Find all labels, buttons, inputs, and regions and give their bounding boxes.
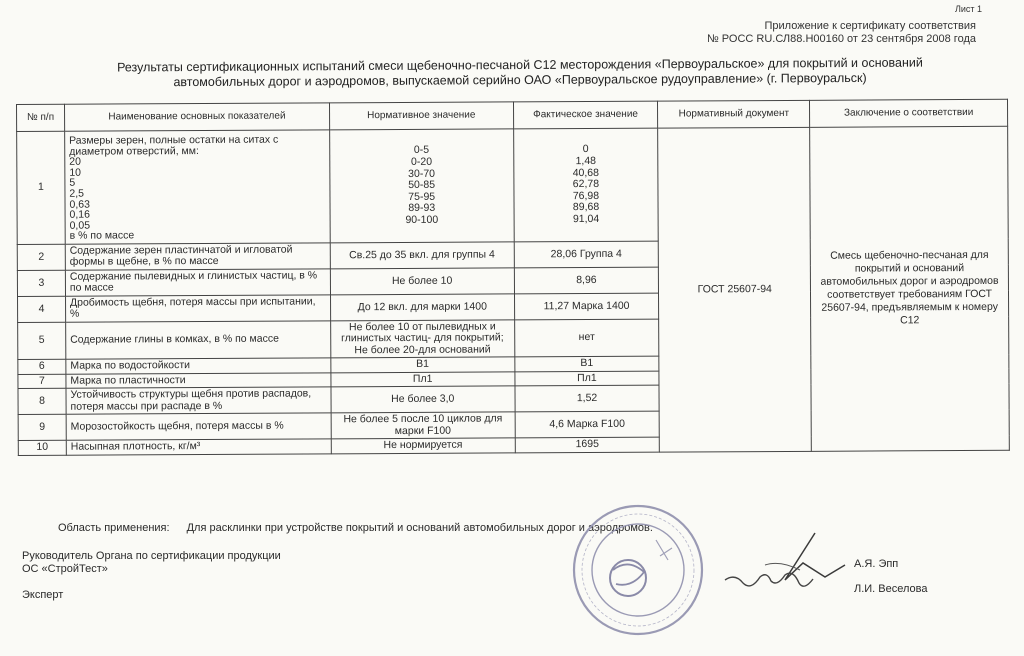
name-line: 2,5: [69, 187, 85, 200]
results-table: [16, 99, 1010, 456]
row-norm: [329, 129, 513, 243]
normative-document: ГОСТ 25607-94: [658, 127, 812, 452]
appendix-line-2: № РОСС RU.СЛ88.Н00160 от 23 сентября 2008 года: [706, 33, 976, 45]
row-num: 7: [18, 374, 66, 389]
norm-line: 0-20: [410, 155, 433, 168]
scope-label: Область применения:: [58, 522, 170, 534]
row-fact: 4,6 Марка F100: [515, 412, 660, 439]
fact-line: 0: [582, 143, 589, 156]
norm-line: 30-70: [408, 167, 436, 180]
row-num: 9: [18, 415, 66, 441]
head-line-1: Руководитель Органа по сертификации продукции: [22, 550, 281, 562]
name-line: 20: [69, 155, 81, 168]
signature-icon: [705, 525, 855, 605]
conclusion: Смесь щебеночно-песчаная для покрытий и оснований автомобильных дорог и аэродромов соответствует требованиям ГОСТ 25607-94, предъявляемым к номеру С12: [810, 126, 1010, 451]
row-name: Морозостойкость щебня, потеря массы в %: [66, 413, 331, 440]
row-name: Марка по водостойкости: [66, 358, 331, 374]
name-line: 10: [69, 166, 82, 179]
row-norm: Не более 5 после 10 циклов для марки F100: [331, 412, 515, 439]
fact-line: 76,98: [572, 189, 600, 202]
row-norm: Св.25 до 35 вкл. для группы 4: [330, 242, 514, 269]
row-num: 4: [18, 296, 66, 322]
head-line-2: ОС «СтройТест»: [22, 563, 108, 575]
sheet-number: Лист 1: [954, 4, 982, 14]
row-norm: До 12 вкл. для марки 1400: [330, 294, 514, 321]
row-fact: Пл1: [514, 371, 659, 386]
norm-line: 89-93: [408, 202, 436, 215]
header-fact: Фактическое значение: [513, 101, 658, 129]
scope-of-application: [58, 522, 653, 534]
name-line: Размеры зерен, полные остатки на ситах с: [69, 133, 279, 147]
name-line: 0,63: [69, 198, 90, 211]
row-fact: 28,06 Группа 4: [514, 241, 659, 268]
name-line: 5: [69, 177, 76, 190]
norm-line: 75-95: [408, 190, 436, 203]
appendix-header: [707, 20, 976, 46]
round-stamp-icon: [568, 500, 708, 640]
row-name: Содержание глины в комках, в % по массе: [66, 321, 331, 360]
row-name: Содержание зерен пластинчатой и игловатой формы в щебне, в % по массе: [65, 243, 330, 270]
name-line: 0,16: [69, 208, 90, 221]
norm-line: 0-5: [413, 144, 430, 157]
fact-line: 1,48: [575, 154, 597, 168]
name-line: 0,05: [69, 219, 91, 232]
row-fact: 8,96: [514, 267, 659, 294]
head-of-body: [22, 550, 281, 576]
row-num: 5: [18, 322, 66, 360]
row-name: Содержание пылевидных и глинистых частиц, в % по массе: [65, 269, 330, 296]
header-norm: Нормативное значение: [329, 102, 513, 130]
fact-line: 89,68: [572, 201, 600, 214]
row-num: 10: [18, 441, 66, 456]
row-fact: 11,27 Марка 1400: [514, 293, 659, 320]
row-num: 1: [17, 131, 66, 244]
row-fact: нет: [514, 319, 659, 357]
row-fact: 1,52: [515, 386, 660, 413]
title-line-1: Результаты сертификационных испытаний смеси щебеночно-песчаной С12 месторождения «Первоуральское» для покрытий и оснований: [117, 55, 923, 75]
norm-line: 50-85: [408, 178, 436, 192]
appendix-line-1: Приложение к сертификату соответствия: [764, 20, 976, 32]
fact-line: 40,68: [572, 166, 600, 179]
row-fact: В1: [514, 357, 659, 372]
fact-line: 91,04: [572, 212, 600, 226]
row-name: Насыпная плотность, кг/м³: [66, 439, 331, 455]
signatory-2: Л.И. Веселова: [854, 583, 928, 595]
name-line: диаметром отверстий, мм:: [69, 144, 199, 158]
row-num: 6: [18, 360, 66, 375]
row-name: [65, 130, 330, 244]
header-num: № п/п: [17, 104, 65, 131]
document-title: [70, 55, 970, 90]
signatory-1: А.Я. Эпп: [854, 558, 899, 570]
row-fact: [513, 128, 658, 242]
row-norm: В1: [331, 357, 515, 372]
row-num: 8: [18, 389, 66, 415]
row-norm: Не более 10 от пылевидных и глинистых частиц- для покрытий; Не более 20-для оснований: [330, 320, 514, 358]
header-name: Наименование основных показателей: [64, 103, 329, 131]
header-doc: Нормативный документ: [658, 100, 810, 128]
header-conclusion: Заключение о соответствии: [810, 99, 1008, 127]
row-norm: Не более 3,0: [331, 386, 515, 413]
row-num: 2: [17, 244, 65, 270]
row-norm: Не нормируется: [331, 438, 515, 453]
title-line-2: автомобильных дорог и аэродромов, выпускаемой серийно ОАО «Первоуральское рудоуправление» (г. Первоуральск): [173, 70, 867, 90]
norm-line: 90-100: [405, 213, 439, 226]
row-name: Марка по пластичности: [66, 373, 331, 389]
row-name: Устойчивость структуры щебня против распадов, потеря массы при распаде в %: [66, 387, 331, 414]
row-norm: Пл1: [331, 372, 515, 387]
row-norm: Не более 10: [330, 268, 514, 295]
name-line: в % по массе: [69, 229, 135, 243]
table-row: [17, 126, 1009, 244]
expert-label: Эксперт: [22, 589, 64, 601]
fact-line: 62,78: [572, 178, 600, 191]
scope-value: Для расклинки при устройстве покрытий и оснований автомобильных дорог и аэродромов.: [186, 522, 653, 534]
row-num: 3: [17, 270, 65, 296]
row-name: Дробимость щебня, потеря массы при испытании, %: [65, 295, 330, 322]
row-fact: 1695: [515, 438, 660, 453]
